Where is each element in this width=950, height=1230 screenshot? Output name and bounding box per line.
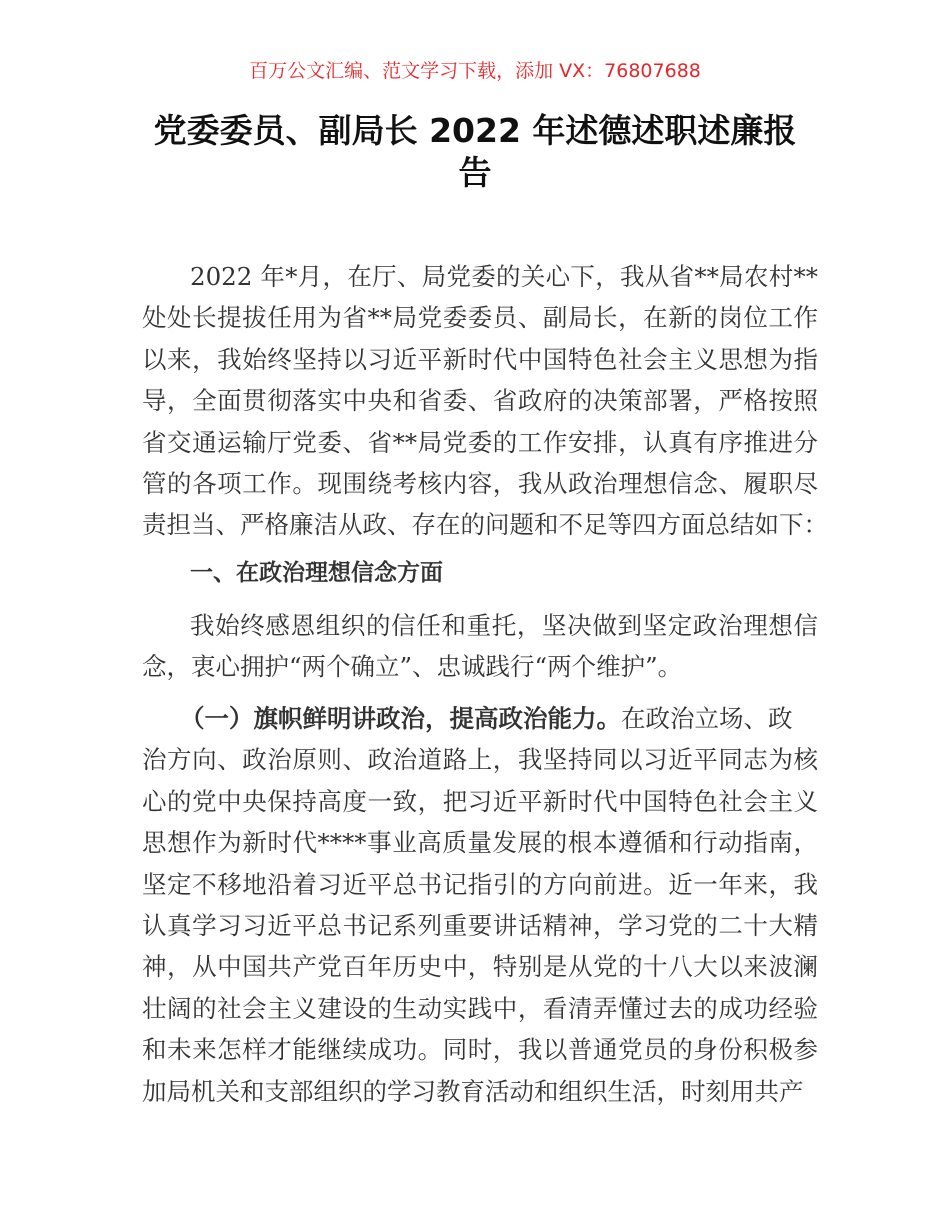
paragraph-line: 管的各项工作。现围绕考核内容，我从政治理想信念、履职尽 [142,469,818,498]
paragraph-line: 思想作为新时代****事业高质量发展的根本遵循和行动指南， [142,828,818,858]
paragraph-line: 认真学习习近平总书记系列重要讲话精神，学习党的二十大精 [142,911,818,940]
line-text: 在政治立场、政 [621,704,793,733]
paragraph-line: 我始终感恩组织的信任和重托，坚决做到坚定政治理想信 [190,611,818,640]
paragraph-line: 念，衷心拥护“两个确立”、忠诚践行“两个维护”。 [142,652,683,682]
paragraph-line: 壮阔的社会主义建设的生动实践中，看清弄懂过去的成功经验 [142,993,818,1023]
document-title-line-2: 告 [458,153,492,192]
paragraph-line: 导，全面贯彻落实中央和省委、省政府的决策部署，严格按照 [142,386,818,416]
paragraph-line: 加局机关和支部组织的学习教育活动和组织生活，时刻用共产 [142,1076,804,1106]
paragraph-line: 和未来怎样才能继续成功。同时，我以普通党员的身份积极参 [142,1035,818,1065]
document-title-line-1: 党委委员、副局长 2022 年述德述职述廉报 [153,111,797,150]
paragraph-line: 神，从中国共产党百年历史中，特别是从党的十八大以来波澜 [142,952,818,982]
paragraph-line: 坚定不移地沿着习近平总书记指引的方向前进。近一年来，我 [142,869,818,899]
paragraph-line: 心的党中央保持高度一致，把习近平新时代中国特色社会主义 [142,786,818,816]
watermark-banner: 百万公文汇编、范文学习下载，添加 VX：76807688 [249,60,701,82]
paragraph-line: 以来，我始终坚持以习近平新时代中国特色社会主义思想为指 [142,344,818,374]
bold-lead: （一）旗帜鲜明讲政治，提高政治能力。 [180,704,621,733]
section-heading: 一、在政治理想信念方面 [190,560,443,586]
paragraph-line: 省交通运输厅党委、省**局党委的工作安排，认真有序推进分 [142,427,818,457]
paragraph-line: 责担当、严格廉洁从政、存在的问题和不足等四方面总结如下： [142,510,828,540]
paragraph-line: 处处长提拔任用为省**局党委委员、副局长，在新的岗位工作 [142,303,818,333]
paragraph-line: 2022 年*月，在厅、局党委的关心下，我从省**局农村** [190,262,818,291]
paragraph-line [180,704,820,734]
paragraph-line: 治方向、政治原则、政治道路上，我坚持同以习近平同志为核 [142,745,818,775]
